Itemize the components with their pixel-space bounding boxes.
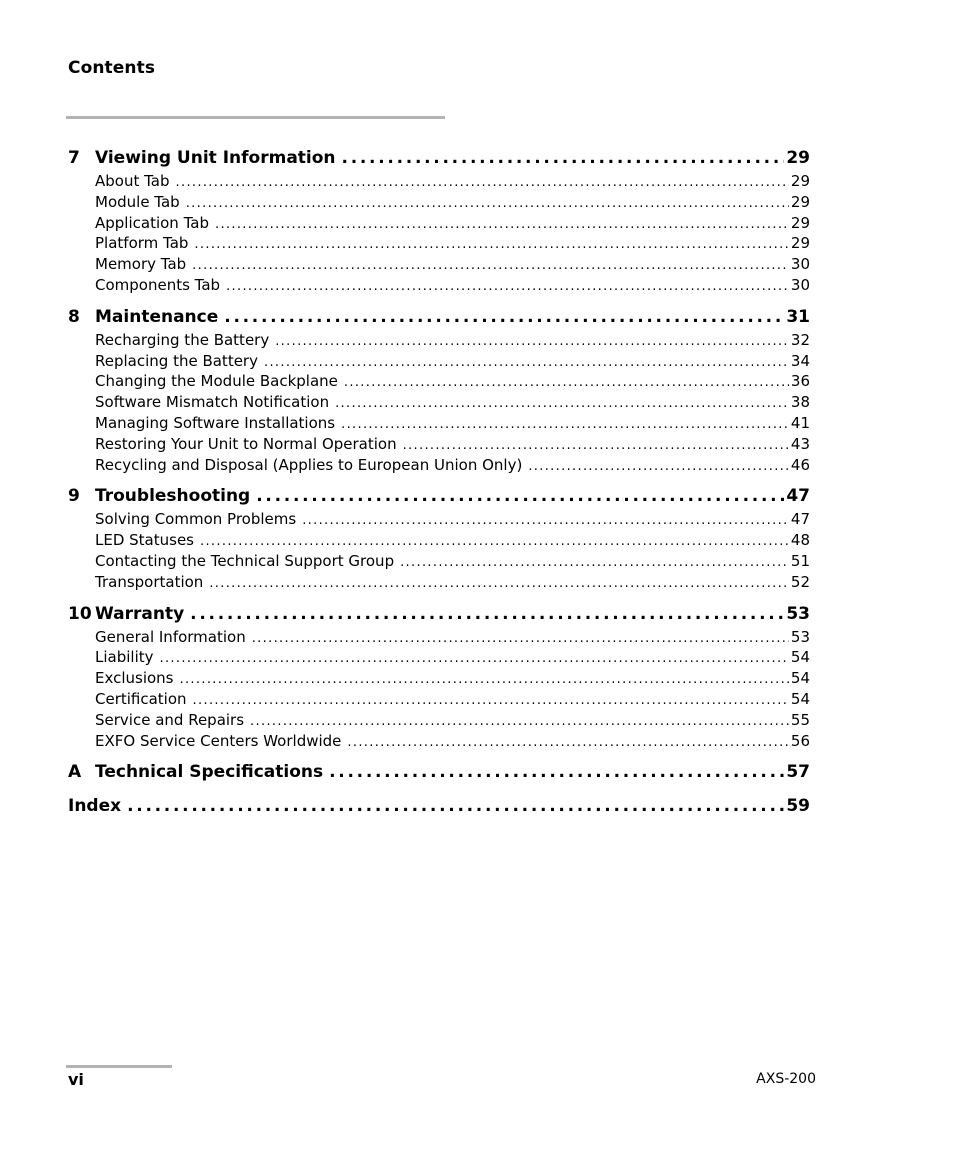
section-page-number: 43 — [790, 434, 810, 453]
dot-leader — [187, 689, 789, 710]
toc-chapter-entry[interactable] — [68, 305, 810, 330]
section-page-number: 47 — [790, 510, 810, 529]
section-page-number: 48 — [790, 531, 810, 550]
toc-section-entry[interactable] — [68, 392, 810, 413]
section-title: Recharging the Battery — [95, 330, 270, 349]
section-page-number: 29 — [790, 172, 810, 190]
toc-section-entry[interactable] — [68, 213, 810, 234]
dot-leader — [335, 413, 789, 434]
dot-leader — [323, 760, 784, 785]
dot-leader — [170, 171, 789, 192]
section-page-number: 32 — [790, 330, 810, 349]
section-page-number: 36 — [790, 372, 810, 391]
dot-leader — [220, 275, 789, 296]
toc-section-entry[interactable] — [68, 171, 810, 192]
section-page-number: 30 — [790, 275, 810, 294]
section-title: General Information — [95, 627, 246, 646]
toc-section-entry[interactable] — [68, 647, 810, 668]
section-title: Changing the Module Backplane — [95, 372, 338, 391]
toc-section-entry[interactable] — [68, 572, 810, 593]
chapter-number: A — [68, 762, 82, 783]
chapter-page-number: 29 — [786, 148, 810, 168]
section-title: Managing Software Installations — [95, 413, 336, 432]
section-page-number: 34 — [790, 351, 810, 370]
toc-chapter — [68, 794, 810, 819]
dot-leader — [188, 233, 788, 254]
toc-chapter-entry[interactable] — [68, 146, 810, 171]
dot-leader — [203, 572, 789, 593]
dot-leader — [244, 710, 789, 731]
chapter-title: Index — [68, 796, 122, 817]
section-page-number: 29 — [790, 213, 810, 232]
dot-leader — [246, 627, 789, 648]
section-title: Application Tab — [95, 213, 209, 232]
toc-section-entry[interactable] — [68, 413, 810, 434]
section-title: Replacing the Battery — [95, 351, 258, 370]
section-page-number: 56 — [790, 731, 810, 750]
chapter-number: 9 — [68, 486, 80, 507]
section-title: Restoring Your Unit to Normal Operation — [95, 434, 397, 453]
section-title: Liability — [95, 648, 154, 667]
toc-section-entry[interactable] — [68, 689, 810, 710]
chapter-page-number: 31 — [786, 306, 810, 327]
section-title: Software Mismatch Notification — [95, 393, 330, 412]
section-title: Components Tab — [95, 275, 221, 294]
toc-section-entry[interactable] — [68, 627, 810, 648]
toc-chapter — [68, 305, 810, 476]
dot-leader — [338, 371, 789, 392]
toc-section-entry[interactable] — [68, 233, 810, 254]
page-title: Contents — [68, 58, 156, 78]
chapter-number: 8 — [68, 306, 80, 327]
dot-leader — [174, 668, 789, 689]
toc-section-entry[interactable] — [68, 371, 810, 392]
dot-leader — [522, 455, 789, 476]
toc-section-entry[interactable] — [68, 530, 810, 551]
section-title: Platform Tab — [95, 234, 189, 253]
toc-section-entry[interactable] — [68, 455, 810, 476]
section-page-number: 41 — [790, 413, 810, 432]
section-page-number: 30 — [790, 255, 810, 274]
toc-chapter-entry[interactable] — [68, 484, 810, 509]
chapter-title: Maintenance — [95, 306, 219, 327]
section-title: Recycling and Disposal (Applies to European Union Only) — [95, 455, 523, 474]
chapter-title: Warranty — [95, 603, 185, 624]
chapter-page-number: 53 — [786, 603, 810, 624]
dot-leader — [341, 731, 789, 752]
section-page-number: 46 — [790, 455, 810, 474]
section-title: Exclusions — [95, 669, 174, 688]
table-of-contents — [68, 146, 810, 828]
chapter-number: 7 — [68, 148, 80, 168]
header-divider — [66, 116, 445, 119]
toc-section-entry[interactable] — [68, 509, 810, 530]
dot-leader — [121, 794, 784, 819]
toc-section-entry[interactable] — [68, 275, 810, 296]
toc-chapter — [68, 484, 810, 592]
dot-leader — [394, 551, 789, 572]
toc-section-entry[interactable] — [68, 551, 810, 572]
toc-chapter — [68, 146, 810, 296]
section-title: Transportation — [95, 572, 204, 591]
toc-section-entry[interactable] — [68, 434, 810, 455]
section-page-number: 52 — [790, 572, 810, 591]
dot-leader — [329, 392, 789, 413]
chapter-number: 10 — [68, 603, 92, 624]
dot-leader — [194, 530, 789, 551]
dot-leader — [184, 602, 784, 627]
section-title: Solving Common Problems — [95, 510, 297, 529]
section-page-number: 51 — [790, 551, 810, 570]
section-title: About Tab — [95, 172, 170, 190]
toc-chapter — [68, 760, 810, 785]
section-page-number: 54 — [790, 669, 810, 688]
toc-chapter-entry[interactable] — [68, 760, 810, 785]
section-title: EXFO Service Centers Worldwide — [95, 731, 342, 750]
toc-section-entry[interactable] — [68, 731, 810, 752]
section-title: LED Statuses — [95, 531, 194, 550]
section-title: Module Tab — [95, 192, 180, 211]
section-title: Certification — [95, 689, 187, 708]
toc-chapter — [68, 602, 810, 752]
chapter-page-number: 47 — [786, 486, 810, 507]
section-title: Contacting the Technical Support Group — [95, 551, 395, 570]
section-page-number: 29 — [790, 192, 810, 211]
section-title: Service and Repairs — [95, 710, 245, 729]
chapter-title: Technical Specifications — [95, 762, 324, 783]
toc-section-entry[interactable] — [68, 668, 810, 689]
footer-divider — [66, 1065, 172, 1068]
section-page-number: 29 — [790, 234, 810, 253]
toc-section-entry[interactable] — [68, 254, 810, 275]
section-title: Memory Tab — [95, 255, 187, 274]
chapter-title: Viewing Unit Information — [95, 148, 336, 168]
dot-leader — [180, 192, 789, 213]
toc-section-entry[interactable] — [68, 710, 810, 731]
section-page-number: 54 — [790, 648, 810, 667]
dot-leader — [218, 305, 784, 330]
footer-page-number: vi — [68, 1070, 84, 1089]
dot-leader — [269, 330, 789, 351]
chapter-page-number: 59 — [786, 796, 810, 817]
dot-leader — [186, 254, 789, 275]
section-page-number: 55 — [790, 710, 810, 729]
dot-leader — [250, 484, 784, 509]
toc-chapter-entry[interactable] — [68, 794, 810, 819]
toc-chapter-entry[interactable] — [68, 602, 810, 627]
dot-leader — [209, 213, 789, 234]
section-page-number: 54 — [790, 689, 810, 708]
section-page-number: 53 — [790, 627, 810, 646]
toc-section-entry[interactable] — [68, 351, 810, 372]
toc-section-entry[interactable] — [68, 192, 810, 213]
footer-product-name: AXS-200 — [756, 1071, 816, 1087]
toc-section-entry[interactable] — [68, 330, 810, 351]
dot-leader — [258, 351, 789, 372]
dot-leader — [154, 647, 789, 668]
chapter-title: Troubleshooting — [95, 486, 251, 507]
dot-leader — [296, 509, 789, 530]
dot-leader — [336, 146, 785, 171]
chapter-page-number: 57 — [786, 762, 810, 783]
section-page-number: 38 — [790, 393, 810, 412]
dot-leader — [397, 434, 789, 455]
